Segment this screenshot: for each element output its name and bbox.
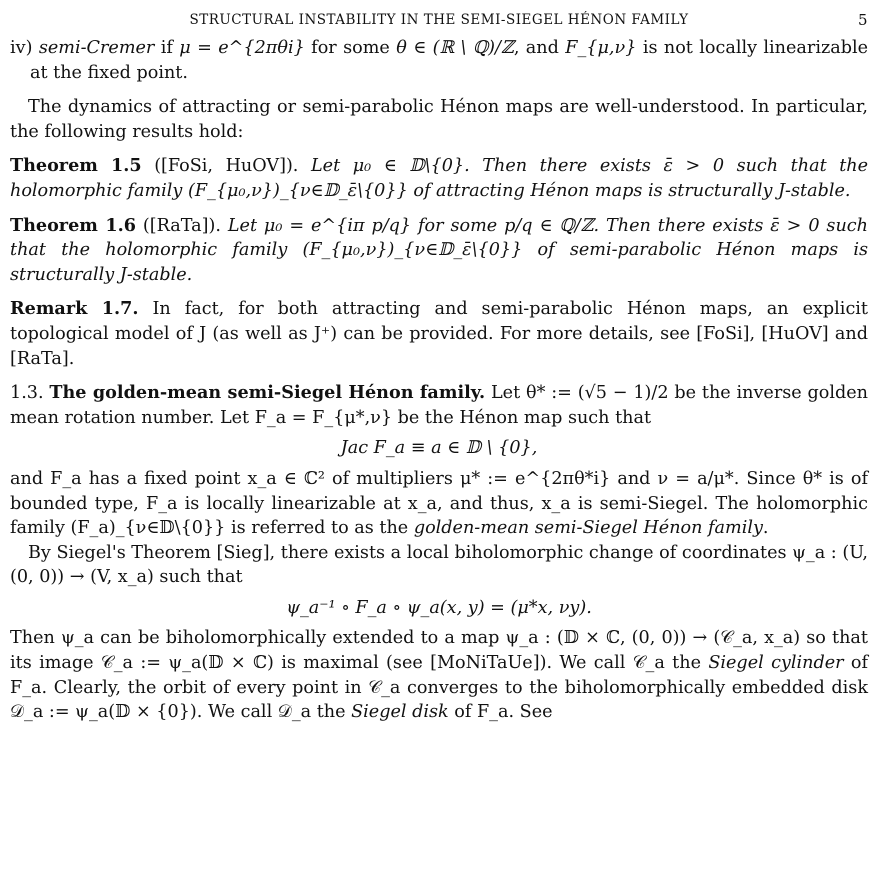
paragraph-intro: The dynamics of attracting or semi-parabolic Hénon maps are well-understood. In particular, the following results hold: [10, 97, 868, 142]
item-text: for some [304, 38, 397, 58]
display-equation-linearization: ψ_a⁻¹ ∘ F_a ∘ ψ_a(x, y) = (μ*x, νy). [286, 597, 592, 618]
term-siegel-disk: Siegel disk [351, 702, 449, 723]
paragraph-text: . [762, 518, 769, 539]
remark-1-7 [10, 297, 868, 371]
theorem-statement: Let μ₀ = e^{iπ p/q} for some p/q ∈ ℚ/ℤ. Then there exists ε̄ > 0 such that the holomorphic family (F_{μ₀,ν})_{ν∈𝔻_ε̄\{0}} of semi-parabolic Hénon maps is structurally J-stable. [10, 215, 868, 285]
running-title: STRUCTURAL INSTABILITY IN THE SEMI-SIEGEL HÉNON FAMILY [189, 12, 689, 28]
section-number: 1.3. [10, 383, 44, 404]
theorem-statement: Let μ₀ ∈ 𝔻\{0}. Then there exists ε̄ > 0 such that the holomorphic family (F_{μ₀,ν})_{ν∈𝔻_ε̄\{0}} of attracting Hénon maps is structurally J-stable. [10, 156, 869, 201]
paragraph-siegel-theorem: By Siegel's Theorem [Sieg], there exists a local biholomorphic change of coordinates ψ_a : (U, (0, 0)) → (V, x_a) such that [10, 542, 868, 588]
page [10, 6, 868, 725]
paragraph-text: of F_a. Clearly, the orbit of every point in 𝒞_a converges to the biholomorphically embedded disk 𝒟_a := ψ_a(𝔻 × {0}). We call 𝒟_a the [10, 653, 868, 723]
term-siegel-cylinder: Siegel cylinder [708, 653, 844, 674]
display-equation-jacobian: Jac F_a ≡ a ∈ 𝔻 \ {0}, [340, 438, 538, 459]
paragraph-text: of F_a. See [448, 702, 553, 723]
paragraph-text: Then ψ_a can be biholomorphically extended to a map ψ_a : (𝔻 × ℂ, (0, 0)) → (𝒞_a, x_a) so that its image 𝒞_a := ψ_a(𝔻 × ℂ) is maximal (see [MoNiTaUe]). We call 𝒞_a the [10, 628, 868, 674]
math-inline: μ = e^{2πθi} [179, 38, 305, 58]
section-1-3 [10, 381, 868, 430]
paragraph-fixed-point [10, 467, 868, 541]
page-number: 5 [857, 11, 868, 29]
paragraph-siegel-cylinder [10, 626, 868, 724]
theorem-cite: ([FoSi, HuOV]). [154, 156, 299, 177]
section-title: The golden-mean semi-Siegel Hénon family. [49, 382, 486, 404]
remark-text: In fact, for both attracting and semi-parabolic Hénon maps, an explicit topological model of J (as well as J⁺) can be provided. For more details, see [FoSi], [HuOV] and [RaTa]. [10, 299, 868, 369]
item-text: if [154, 38, 180, 58]
theorem-cite: ([RaTa]). [142, 215, 221, 236]
theorem-1-5 [10, 154, 868, 203]
theorem-1-6 [10, 214, 868, 288]
math-inline: F_{μ,ν} [565, 38, 637, 58]
theorem-label: Theorem 1.5 [10, 155, 142, 177]
remark-label: Remark 1.7. [10, 298, 139, 320]
term-golden-mean-family: golden-mean semi-Siegel Hénon family [413, 518, 763, 539]
theorem-label: Theorem 1.6 [10, 214, 136, 236]
math-inline: θ ∈ (ℝ \ ℚ)/ℤ [396, 38, 514, 58]
paragraph-text: and F_a has a fixed point x_a ∈ ℂ² of multipliers μ* := e^{2πθ*i} and ν = a/μ*. Since θ* is of bounded type, F_a is locally linearizable at x_a, and thus, x_a is semi-Siegel. The holomorphic family (F_a)_{ν∈𝔻\{0}} is referred to as the [10, 468, 868, 539]
item-text: is not locally linearizable at the fixed point. [30, 38, 869, 83]
section-text: Let θ* := (√5 − 1)/2 be the inverse golden mean rotation number. Let F_a = F_{μ*,ν} be the Hénon map such that [10, 383, 869, 428]
item-label: iv) [10, 38, 33, 58]
term-semi-cremer: semi-Cremer [38, 38, 155, 58]
item-text: , and [513, 38, 566, 58]
running-head [10, 6, 868, 30]
definition-item-iv [10, 36, 868, 85]
